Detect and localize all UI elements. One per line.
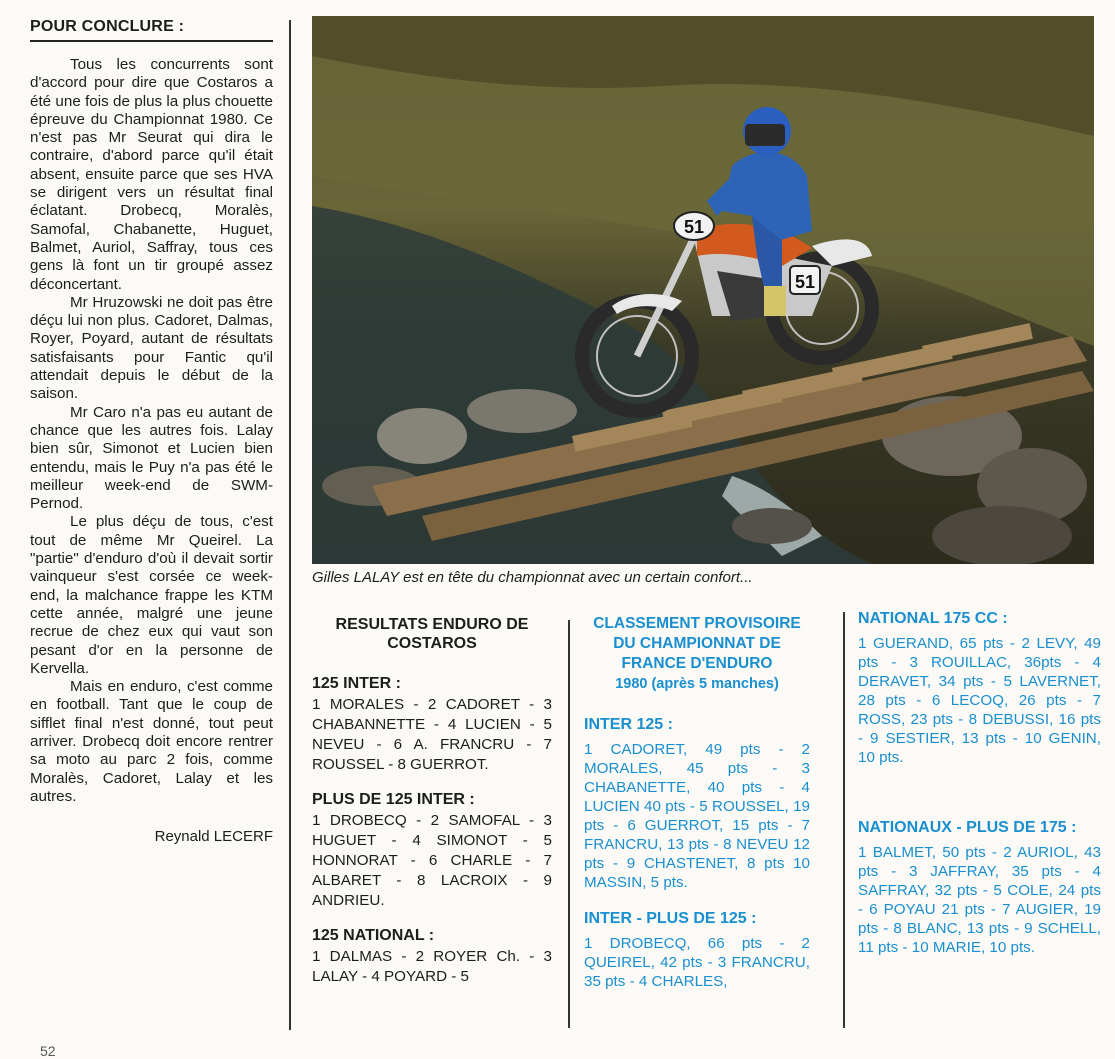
paragraph-5: Mais en enduro, c'est comme en football. Tant que le coup de sifflet final n'est donné, tout peut arriver. Drobecq doit encore rentrer sa moto au parc 2 fois, comme Moralès, Cadoret, Lalay et les autres. [30, 678, 273, 805]
paragraph-1: Tous les concurrents sont d'accord pour dire que Costaros a été une fois de plus la plus chouette épreuve du Championnat 1980. Ce n'est pas Mr Seurat qui dira le contraire, d'abord parce qu'il était absent, ensuite parce que ses HVA se dirigent vers un résultat final éclatant. Drobecq, Moralès, Samofal, Chabanette, Huguet, Balmet, Auriol, Saffray, tous ces gens là font un tir groupé assez déconcertant. [30, 56, 273, 293]
author-signature: Reynald LECERF [154, 828, 273, 846]
classement-subtitle: 1980 (après 5 manches) [615, 676, 779, 692]
plate-number-front: 51 [683, 217, 705, 237]
paragraph-2: Mr Hruzowski ne doit pas être déçu lui non plus. Cadoret, Dalmas, Royer, Poyard, autant de résultats satisfaisants pour Fantic qu'il attendait depuis le début de la saison. [30, 293, 273, 403]
section-heading: POUR CONCLURE : [30, 18, 273, 42]
results-text-125-inter: 1 MORALES - 2 CADORET - 3 CHABANNETTE - 4 LUCIEN - 5 NEVEU - 6 A. FRANCRU - 7 ROUSSEL - 8 GUERROT. [312, 696, 552, 773]
classement-title [584, 614, 810, 694]
column-divider-left [289, 20, 291, 1030]
national-column [858, 610, 1101, 975]
classement-heading-inter-125: INTER 125 : [584, 716, 673, 733]
national-text-175: 1 GUERAND, 65 pts - 2 LEVY, 49 pts - 3 ROUILLAC, 36pts - 4 DERAVET, 34 pts - 5 LAVERNET, 28 pts - 6 LECOQ, 26 pts - 7 ROSS, 23 pts - 8 DEBUSSI, 16 pts - 9 SESTIER, 13 pts - 10 GENIN, 10 pts. [858, 635, 1101, 766]
results-heading-125-inter: 125 INTER : [312, 675, 401, 692]
paragraph-3: Mr Caro n'a pas eu autant de chance que les autres fois. Lalay bien sûr, Simonot et Lucien bien entendu, mais le Puy n'a pas été le meilleur week-end de SWM-Pernod. [30, 403, 273, 513]
page-number: 52 [40, 1043, 56, 1059]
classement-text-inter-125: 1 CADORET, 49 pts - 2 MORALES, 45 pts - 3 CHABANETTE, 40 pts - 4 LUCIEN 40 pts - 5 ROUSSEL, 19 pts - 6 GUERROT, 15 pts - 7 FRANCRU, 13 pts - 8 NEVEU 12 pts - 9 CHASTENET, 8 pts 10 MASSIN, 5 pts. [584, 741, 810, 891]
article-column [30, 18, 273, 845]
article-body [30, 56, 273, 806]
results-text-plus-125: 1 DROBECQ - 2 SAMOFAL - 3 HUGUET - 4 SIMONOT - 5 HONNORAT - 6 CHARLE - 7 ALBARET - 8 LACROIX - 9 ANDRIEU. [312, 812, 552, 909]
classement-heading-inter-plus-125: INTER - PLUS DE 125 : [584, 910, 757, 927]
results-column [312, 615, 552, 1003]
column-divider-results [568, 620, 570, 1028]
plate-number-side: 51 [794, 272, 816, 292]
motorcycle-illustration [312, 16, 1094, 564]
results-title: RESULTATS ENDURO DE COSTAROS [335, 616, 529, 652]
results-text-125-national: 1 DALMAS - 2 ROYER Ch. - 3 LALAY - 4 POYARD - 5 [312, 948, 552, 985]
national-text-plus-175: 1 BALMET, 50 pts - 2 AURIOL, 43 pts - 3 JAFFRAY, 35 pts - 4 SAFFRAY, 32 pts - 5 COLE, 24 pts - 6 POYAU 21 pts - 7 AUGIER, 19 pts - 8 BLANC, 13 pts - 9 SCHELL, 11 pts - 10 MARIE, 10 pts. [858, 844, 1101, 956]
national-heading-175: NATIONAL 175 CC : [858, 610, 1008, 627]
paragraph-4: Le plus déçu de tous, c'est tout de même Mr Queirel. La "partie" d'enduro d'où il devait sortir vainqueur s'est corsée ce week-end, la malchance frappe les KTM cette année, malgré une jeune recrue de chez eux qui vaut son pesant d'or en la personne de Kervella. [30, 513, 273, 677]
classement-column [584, 614, 810, 1009]
classement-text-inter-plus-125: 1 DROBECQ, 66 pts - 2 QUEIREL, 42 pts - 3 FRANCRU, 35 pts - 4 CHARLES, [584, 935, 810, 990]
column-divider-classement [843, 612, 845, 1028]
results-heading-plus-125: PLUS DE 125 INTER : [312, 791, 475, 808]
enduro-photo [312, 16, 1094, 564]
photo-caption: Gilles LALAY est en tête du championnat avec un certain confort... [312, 569, 753, 586]
national-heading-plus-175: NATIONAUX - PLUS DE 175 : [858, 819, 1077, 836]
results-heading-125-national: 125 NATIONAL : [312, 927, 435, 944]
classement-title-main: CLASSEMENT PROVISOIRE DU CHAMPIONNAT DE FRANCE D'ENDURO [593, 615, 801, 672]
